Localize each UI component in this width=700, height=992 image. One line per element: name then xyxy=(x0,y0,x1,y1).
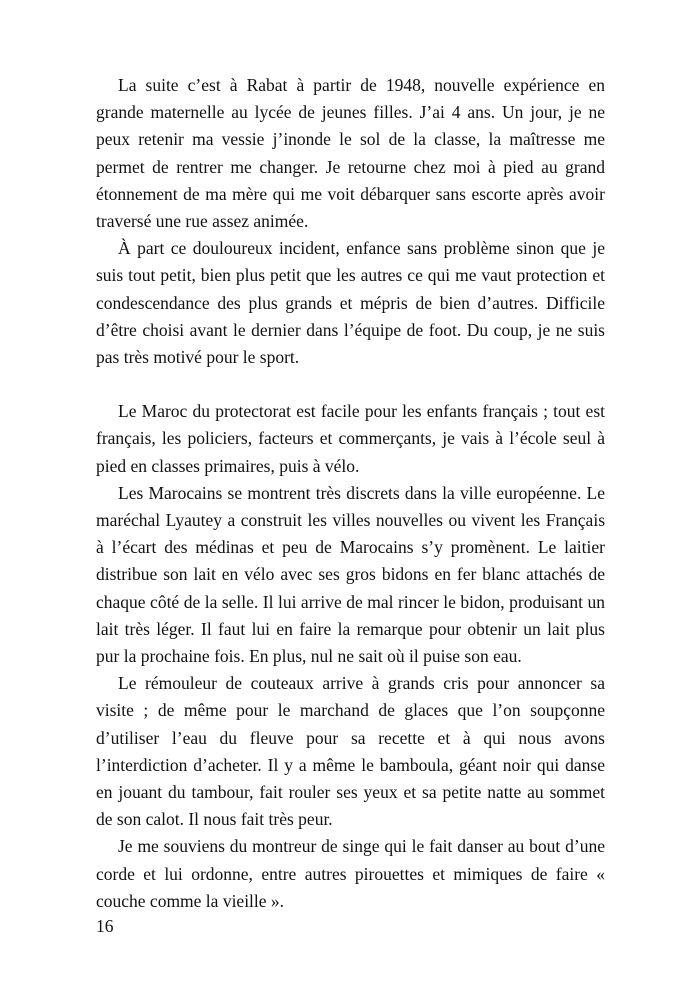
paragraph-rabat-1948: La suite c’est à Rabat à partir de 1948, nouvelle expérience en grande maternelle au lycée de jeunes filles. J’ai 4 ans. Un jour, je ne peux retenir ma vessie j’inonde le sol de la classe, la maîtresse me permet de rentrer me changer. Je retourne chez moi à pied au grand étonnement de ma mère qui me voit débarquer sans escorte après avoir traversé une rue assez animée. xyxy=(96,75,605,232)
body-text xyxy=(96,72,605,915)
page-number: 16 xyxy=(96,916,114,936)
paragraph-maroc-protectorat: Le Maroc du protectorat est facile pour les enfants français ; tout est français, les policiers, facteurs et commerçants, je vais à l’école seul à pied en classes primaires, puis à vélo. xyxy=(96,401,605,476)
paragraph-montreur-singe: Je me souviens du montreur de singe qui le fait danser au bout d’une corde et lui ordonne, entre autres pirouettes et mimiques de faire « couche comme la vieille ». xyxy=(96,836,605,911)
paragraph-remouleur: Le rémouleur de couteaux arrive à grands cris pour annoncer sa visite ; de même pour le marchand de glaces que l’on soupçonne d’utiliser l’eau du fleuve pour sa recette et à qui nous avons l’interdiction d’acheter. Il y a même le bamboula, géant noir qui danse en jouant du tambour, fait rouler ses yeux et sa petite natte au sommet de son calot. Il nous fait très peur. xyxy=(96,673,605,830)
paragraph-incident: À part ce douloureux incident, enfance sans problème sinon que je suis tout petit, bien plus petit que les autres ce qui me vaut protection et condescendance des plus grands et mépris de bien d’autres. Difficile d’être choisi avant le dernier dans l’équipe de foot. Du coup, je ne suis pas très motivé pour le sport. xyxy=(96,238,605,368)
paragraph-marocains: Les Marocains se montrent très discrets dans la ville européenne. Le maréchal Lyautey a construit les villes nouvelles ou vivent les Français à l’écart des médinas et peu de Marocains s’y promènent. Le laitier distribue son lait en vélo avec ses gros bidons en fer blanc attachés de chaque côté de la selle. Il lui arrive de mal rincer le bidon, produisant un lait très léger. Il faut lui en faire la remarque pour obtenir un lait plus pur la prochaine fois. En plus, nul ne sait où il puise son eau. xyxy=(96,482,605,667)
